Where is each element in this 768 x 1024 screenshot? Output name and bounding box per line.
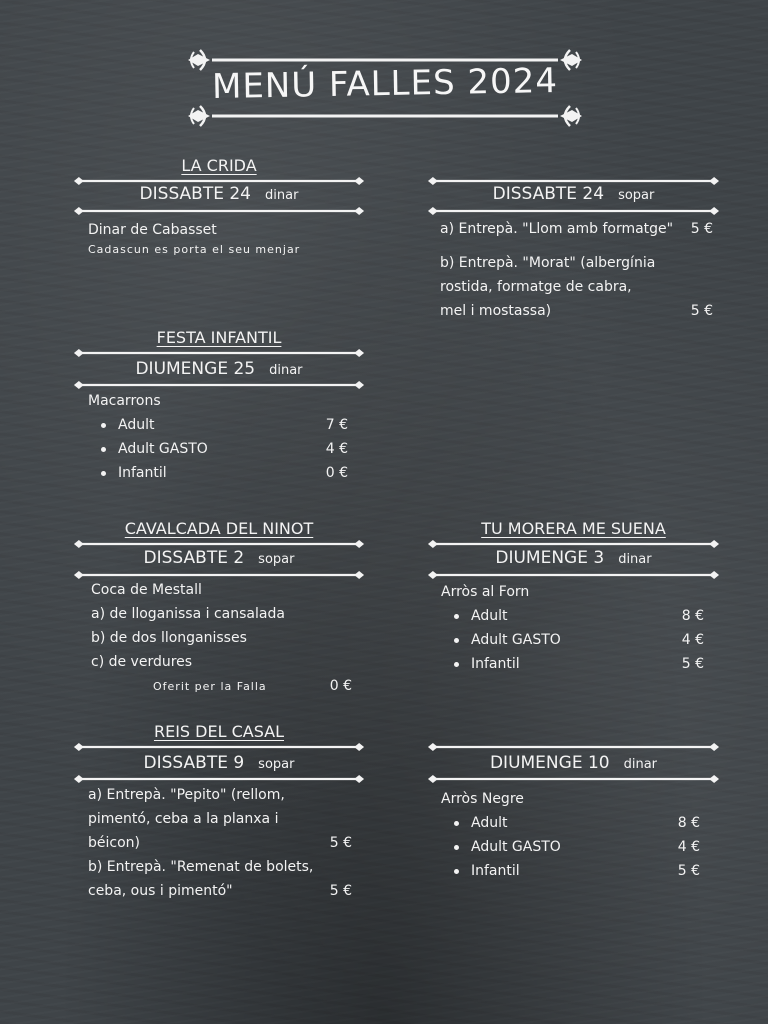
price: 7 € [325, 417, 348, 433]
dish-name: Coca de Mestall [91, 582, 202, 598]
day-label: DISSABTE 2 [143, 548, 245, 568]
section-title: REIS DEL CASAL [153, 722, 285, 741]
divider [72, 742, 366, 752]
section-title: CAVALCADA DEL NINOT [124, 519, 314, 538]
price: 5 € [329, 883, 352, 899]
section-title: TU MORERA ME SUENA [481, 519, 666, 538]
list-item [88, 413, 348, 437]
option-text: a) de lloganissa i cansalada [91, 606, 285, 622]
dish-note: Cadascun es porta el seu menjar [88, 243, 301, 256]
item-label: Infantil [471, 863, 520, 879]
price-list [441, 604, 704, 676]
menu-option [440, 217, 713, 241]
day-heading [72, 548, 366, 568]
list-item [441, 628, 704, 652]
section-body [88, 783, 352, 903]
divider [426, 774, 721, 784]
price: 8 € [677, 815, 700, 831]
menu-option [88, 831, 352, 855]
section-body [88, 389, 348, 485]
item-label: Infantil [471, 656, 520, 672]
list-item [88, 437, 348, 461]
item-label: Adult GASTO [471, 839, 561, 855]
day-heading [72, 753, 366, 773]
day-label: DISSABTE 24 [492, 184, 605, 204]
section-festa-infantil [72, 328, 366, 488]
item-label: Adult [471, 608, 508, 624]
option-text: rostida, formatge de cabra, [440, 279, 632, 295]
meal-label: sopar [258, 552, 295, 567]
menu-option [440, 299, 713, 323]
day-label: DISSABTE 9 [143, 753, 245, 773]
section-body [441, 787, 700, 883]
day-heading [426, 184, 721, 204]
option-text: pimentó, ceba a la planxa i [88, 811, 279, 827]
option-text: b) de dos llonganisses [91, 630, 247, 646]
day-heading [426, 548, 721, 568]
option-text: b) Entrepà. "Remenat de bolets, [88, 859, 314, 875]
list-item [441, 604, 704, 628]
dish-name: Arròs al Forn [441, 584, 530, 600]
section-body [440, 217, 713, 323]
menu-title: MENÚ FALLES 2024 [211, 60, 559, 108]
dish-note: Oferit per la Falla [153, 680, 267, 693]
day-label: DIUMENGE 10 [489, 753, 610, 773]
item-label: Adult GASTO [118, 441, 208, 457]
meal-label: dinar [623, 757, 658, 772]
section-title: LA CRIDA [181, 156, 257, 175]
price: 5 € [681, 656, 704, 672]
menu-option [91, 674, 352, 699]
day-label: DISSABTE 24 [139, 184, 252, 204]
price: 4 € [677, 839, 700, 855]
price: 5 € [690, 303, 713, 319]
section-diumenge-10-dinar [426, 722, 721, 892]
section-reis-del-casal [72, 722, 366, 912]
list-item [441, 811, 700, 835]
section-dissabte-24-sopar [426, 156, 721, 326]
item-label: Adult [471, 815, 508, 831]
divider [426, 742, 721, 752]
meal-label: dinar [265, 188, 299, 203]
option-text: a) Entrepà. "Pepito" (rellom, [88, 787, 285, 803]
item-label: Adult [118, 417, 155, 433]
list-item [441, 835, 700, 859]
option-text: a) Entrepà. "Llom amb formatge" [440, 221, 674, 237]
title-ornament-bottom [184, 102, 586, 130]
section-la-crida [72, 156, 366, 266]
option-text: c) de verdures [91, 654, 193, 670]
price: 5 € [690, 221, 713, 237]
price: 5 € [677, 863, 700, 879]
meal-label: dinar [618, 552, 652, 567]
item-label: Adult GASTO [471, 632, 561, 648]
price: 0 € [329, 678, 352, 694]
price-list [441, 811, 700, 883]
dish-name: Arròs Negre [441, 791, 524, 807]
option-text: ceba, ous i pimentó" [88, 883, 233, 899]
day-label: DIUMENGE 25 [135, 359, 256, 379]
meal-label: sopar [258, 757, 295, 772]
price: 4 € [681, 632, 704, 648]
divider [72, 348, 366, 358]
menu-option [88, 879, 352, 903]
dish-name: Macarrons [88, 393, 161, 409]
price: 5 € [329, 835, 352, 851]
section-cavalcada-del-ninot [72, 519, 366, 699]
item-label: Infantil [118, 465, 167, 481]
divider [426, 570, 721, 580]
price-list [88, 413, 348, 485]
day-label: DIUMENGE 3 [495, 548, 605, 568]
meal-label: sopar [618, 188, 655, 203]
list-item [441, 859, 700, 883]
divider [426, 206, 721, 216]
section-title: FESTA INFANTIL [156, 328, 282, 347]
section-body [91, 578, 352, 699]
day-heading [72, 184, 366, 204]
price: 0 € [325, 465, 348, 481]
option-text: béicon) [88, 835, 140, 851]
price: 4 € [325, 441, 348, 457]
day-heading [426, 753, 721, 773]
price: 8 € [681, 608, 704, 624]
list-item [88, 461, 348, 485]
dish-name: Dinar de Cabasset [88, 222, 217, 238]
meal-label: dinar [269, 363, 303, 378]
divider [72, 206, 366, 216]
section-body [88, 218, 366, 258]
list-item [441, 652, 704, 676]
option-text: b) Entrepà. "Morat" (albergínia [440, 255, 656, 271]
section-body [441, 580, 704, 676]
section-tu-morera-me-suena [426, 519, 721, 689]
day-heading [72, 359, 366, 379]
option-text: mel i mostassa) [440, 303, 552, 319]
